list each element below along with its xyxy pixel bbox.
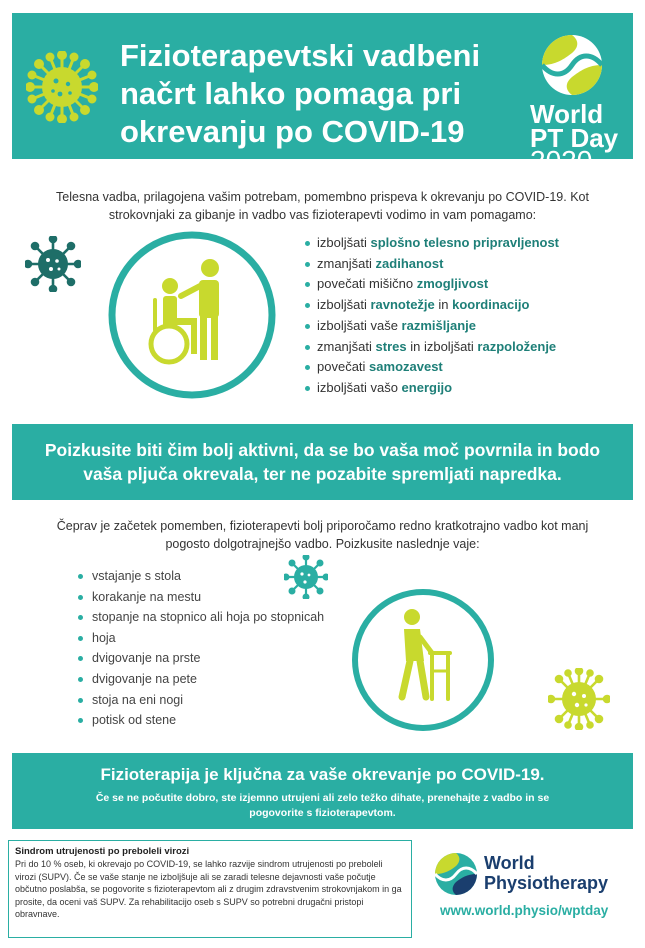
virus-icon [26, 51, 98, 123]
exercise-intro-text: Čeprav je začetek pomemben, fizioterapevti bolj priporočamo redno kratkotrajno vadbo kot manj pogosto dolgotrajnejšo vadbo. Poizkusite naslednje vaje: [56, 519, 589, 551]
logo-text-world: World [530, 99, 604, 129]
header-banner [12, 13, 633, 176]
wheelchair-therapy-icon [107, 230, 277, 400]
list-item: korakanje na mestu [78, 587, 324, 608]
list-item: povečati samozavest [305, 357, 559, 378]
virus-icon [25, 236, 81, 292]
activity-banner-text: Poizkusite biti čim bolj aktivni, da se bo vaša moč povrnila in bodo vaša pljuča okrevala, ter ne pozabite spremljati napredka. [44, 440, 601, 484]
intro-text: Telesna vadba, prilagojena vašim potrebam, pomembno prispeva k okrevanju po COVID-19. Kot strokovnjaki za gibanje in vadbo vas fizioterapevti vodimo in vam pomagamo: [56, 190, 589, 222]
logo-text-ptday: PT Day [530, 123, 619, 153]
fatigue-info-box [8, 840, 412, 938]
website-link[interactable]: www.world.physio/wptday [440, 903, 609, 918]
list-item: stopanje na stopnico ali hoja po stopnicah [78, 607, 324, 628]
fatigue-title: Sindrom utrujenosti po preboleli virozi [15, 846, 190, 857]
list-item: vstajanje s stola [78, 566, 324, 587]
page-title: Fizioterapevtski vadbeni načrt lahko pomaga pri okrevanju po COVID-19 [120, 38, 481, 149]
list-item: povečati mišično zmogljivost [305, 274, 559, 295]
list-item: dvigovanje na prste [78, 648, 324, 669]
key-message-title: Fizioterapija je ključna za vaše okrevanje po COVID-19. [100, 765, 545, 784]
key-message-banner [12, 753, 633, 829]
walker-person-icon [350, 587, 496, 733]
activity-banner [12, 424, 633, 500]
fatigue-body: Pri do 10 % oseb, ki okrevajo po COVID-19, se lahko razvije sindrom utrujenosti po preboleli virozi (SUPV). Če se vaše stanje ne izboljšuje ali se zaradi telesne dejavnosti vaše počutje občutno poslabša, se pogovorite s fizioterapevtom ali z drugim zdravstvenim strokovnjakom in ga prosite, da oceni vaš SUPV. Za rehabilitacijo oseb s SUPV so potrebni drugačni pristopi obravnave. [15, 859, 402, 919]
virus-icon [284, 555, 328, 599]
world-physiotherapy-logo [434, 852, 478, 896]
list-item: izboljšati vašo energijo [305, 378, 559, 399]
list-item: zmanjšati zadihanost [305, 254, 559, 275]
footer-logo-physiotherapy: Physiotherapy [484, 873, 609, 893]
virus-icon [548, 668, 610, 730]
key-message-note: Če se ne počutite dobro, ste izjemno utrujeni ali zelo težko dihate, prenehajte z vadbo in se pogovorite s fizioterapevtom. [95, 792, 550, 819]
list-item: potisk od stene [78, 710, 324, 731]
list-item: stoja na eni nogi [78, 690, 324, 711]
logo-year: 2020 [530, 145, 593, 176]
list-item: izboljšati splošno telesno pripravljenost [305, 233, 559, 254]
list-item: izboljšati vaše razmišljanje [305, 316, 559, 337]
world-pt-day-logo [540, 33, 604, 97]
list-item: izboljšati ravnotežje in koordinacijo [305, 295, 559, 316]
list-item: dvigovanje na pete [78, 669, 324, 690]
footer-logo-world: World [484, 853, 535, 873]
list-item: zmanjšati stres in izboljšati razpoloženje [305, 337, 559, 358]
list-item: hoja [78, 628, 324, 649]
benefits-list [305, 233, 559, 399]
